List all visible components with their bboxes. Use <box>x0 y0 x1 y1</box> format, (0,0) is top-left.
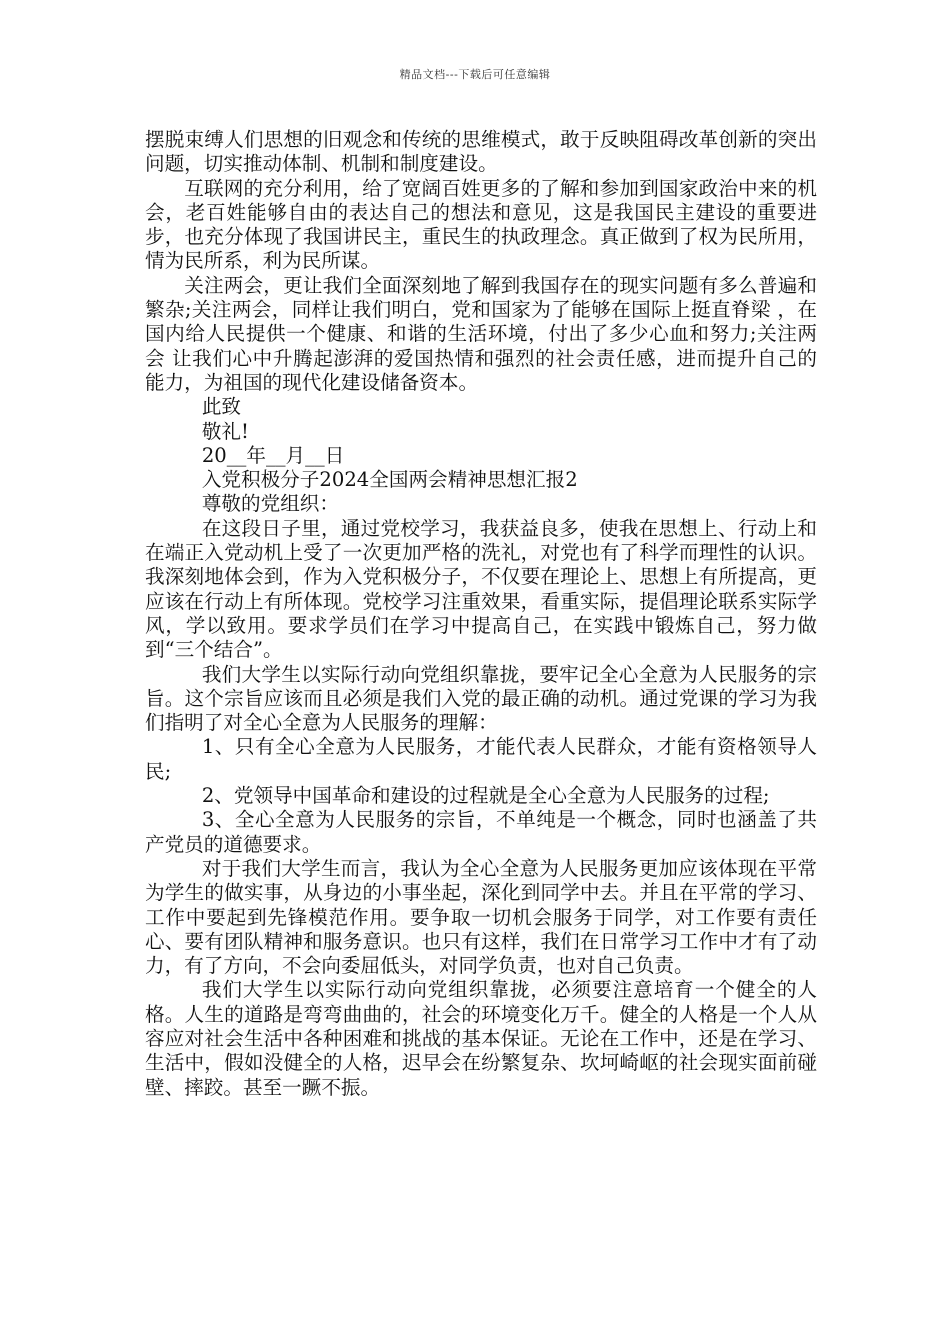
closing-respect: 敬礼! <box>201 419 249 443</box>
paragraph: 我们大学生以实际行动向党组织靠拢，要牢记全心全意为人民服务的宗旨。这个宗旨应该而且必须是我们入党的最正确的动机。通过党课的学习为我们指明了对全心全意为人民服务的理解： <box>145 662 817 735</box>
paragraph: 对于我们大学生而言，我认为全心全意为人民服务更加应该体现在平常为学生的做实事，从身边的小事坐起，深化到同学中去。并且在平常的学习、工作中要起到先锋模范作用。要争取一切机会服务于同学，对工作要有责任心、要有团队精神和服务意识。也只有这样，我们在日常学习工作中才有了动力，有了方向，不会向委屈低头，对同学负责，也对自己负责。 <box>145 856 817 978</box>
paragraph: 互联网的充分利用，给了宽阔百姓更多的了解和参加到国家政治中来的机会，老百姓能够自由的表达自己的想法和意见，这是我国民主建设的重要进步，也充分体现了我国讲民主，重民生的执政理念。真正做到了权为民所用，情为民所系，利为民所谋。 <box>145 176 817 273</box>
list-item: 3、全心全意为人民服务的宗旨，不单纯是一个概念，同时也涵盖了共产党员的道德要求。 <box>145 808 817 856</box>
list-item: 1、只有全心全意为人民服务，才能代表人民群众，才能有资格领导人民; <box>145 735 817 783</box>
salutation: 尊敬的党组织： <box>201 492 339 516</box>
document-body <box>145 128 817 1100</box>
paragraph: 关注两会，更让我们全面深刻地了解到我国存在的现实问题有多么普遍和繁杂;关注两会，同样让我们明白，党和国家为了能够在国际上挺直脊梁 ，在国内给人民提供一个健康、和谐的生活环境，付出了多少心血和努力;关注两会 让我们心中升腾起澎湃的爱国热情和强烈的社会责任感，进而提升自己的能力，为祖国的现代化建设储备资本。 <box>145 273 817 394</box>
section-title: 入党积极分子2024全国两会精神思想汇报2 <box>201 468 578 492</box>
date-line: 20__年__月__日 <box>201 443 345 467</box>
page-header: 精品文档---下载后可任意编辑 <box>399 68 551 81</box>
paragraph: 我们大学生以实际行动向党组织靠拢，必须要注意培育一个健全的人格。人生的道路是弯弯曲曲的，社会的环境变化万千。健全的人格是一个人从容应对社会生活中各种困难和挑战的基本保证。无论在工作中，还是在学习、生活中，假如没健全的人格，迟早会在纷繁复杂、坎坷崎岖的社会现实面前碰壁、摔跤。甚至一蹶不振。 <box>145 978 817 1099</box>
list-item: 2、党领导中国革命和建设的过程就是全心全意为人民服务的过程; <box>201 784 770 808</box>
closing-salutation: 此致 <box>201 395 242 419</box>
paragraph: 在这段日子里，通过党校学习，我获益良多，使我在思想上、行动上和在端正入党动机上受了一次更加严格的洗礼，对党也有了科学而理性的认识。我深刻地体会到，作为入党积极分子，不仅要在理论上、思想上有所提高，更应该在行动上有所体现。党校学习注重效果，看重实际，提倡理论联系实际学风，学以致用。要求学员们在学习中提高自己，在实践中锻炼自己，努力做到“三个结合”。 <box>145 516 817 662</box>
paragraph: 摆脱束缚人们思想的旧观念和传统的思维模式，敢于反映阻碍改革创新的突出问题，切实推动体制、机制和制度建设。 <box>145 128 817 176</box>
